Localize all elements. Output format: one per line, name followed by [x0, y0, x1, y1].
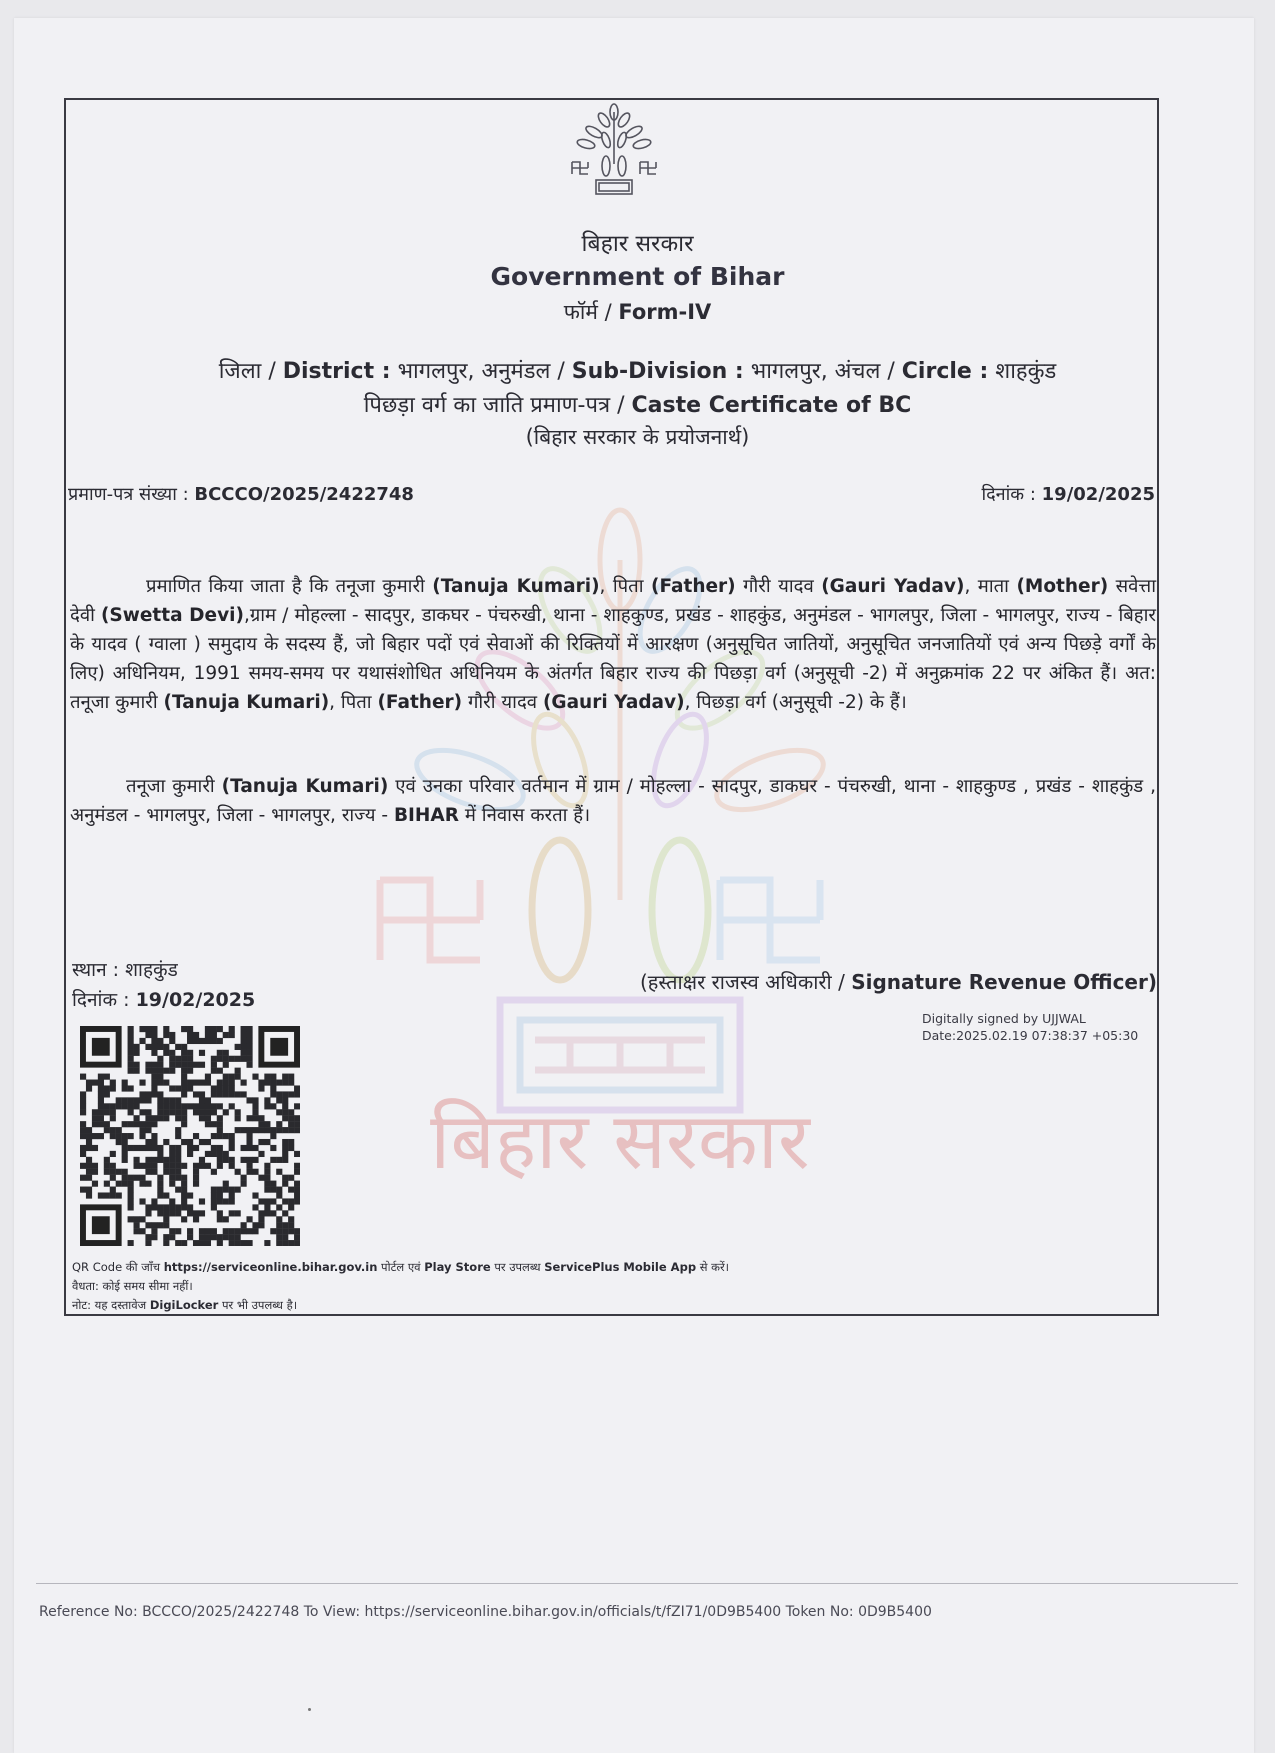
text-run: गौरी यादव — [735, 576, 822, 597]
district-value: भागलपुर, अनुमंडल / — [390, 359, 572, 384]
certificate-number-value: BCCCO/2025/2422748 — [194, 484, 414, 505]
certificate-purpose: (बिहार सरकार के प्रयोजनार्थ) — [525, 425, 750, 449]
certificate-body-paragraph-2 — [70, 772, 1156, 830]
district-prefix: जिला / — [218, 359, 283, 384]
digital-signature-signer: Digitally signed by UJJWAL — [922, 1011, 1086, 1026]
text-run: पर भी उपलब्ध है। — [218, 1298, 298, 1312]
text-run: गौरी यादव — [462, 692, 543, 713]
text-run: QR Code की जाँच — [72, 1260, 164, 1274]
issue-date-value: 19/02/2025 — [1041, 484, 1155, 505]
text-run: Play Store — [424, 1260, 491, 1274]
text-run: (Mother) — [1016, 576, 1109, 597]
footer-divider — [36, 1583, 1238, 1584]
text-run: पर उपलब्ध — [490, 1260, 545, 1274]
signature-officer — [640, 968, 1157, 995]
digilocker-note — [72, 1296, 729, 1315]
verification-link: https://serviceonline.bihar.gov.in — [163, 1260, 378, 1274]
bihar-emblem-icon — [564, 102, 664, 198]
text-run: प्रमाणित किया जाता है कि तनूजा कुमारी — [146, 576, 433, 597]
text-run: (Tanuja Kumari) — [163, 692, 330, 713]
text-run: , माता — [964, 576, 1017, 597]
certificate-title-english: Caste Certificate of BC — [631, 393, 912, 418]
verification-notes — [72, 1258, 729, 1315]
circle-label: Circle : — [901, 359, 989, 384]
text-run: (Father) — [650, 576, 736, 597]
qr-code-icon[interactable] — [80, 1026, 300, 1246]
signature-date-value: 19/02/2025 — [135, 989, 256, 1011]
text-run: से करें। — [696, 1260, 730, 1274]
text-run: (Gauri Yadav) — [542, 692, 685, 713]
text-run: नोट: यह दस्तावेज — [72, 1298, 150, 1312]
circle-value: शाहकुंड — [988, 359, 1057, 384]
text-run: ServicePlus Mobile App — [544, 1260, 697, 1274]
header-govt-english: Government of Bihar — [490, 262, 785, 291]
text-run: सवेत्ता देवी — [70, 576, 1157, 626]
signature-date — [72, 986, 255, 1012]
certificate-body-paragraph-1 — [70, 572, 1156, 717]
place-label: स्थान : — [72, 959, 126, 981]
text-run: ,ग्राम / मोहल्ला - सादपुर, डाकघर - पंचरुखी, थाना - शाहकुण्ड, प्रखंड - शाहकुंड, अनुमंडल - भागलपुर, जिला - भागलपुर, राज्य - बिहार के यादव ( ग्वाला ) समुदाय के सदस्य हैं, जो बिहार पदों एवं सेवाओं की रिक्तियों में आरक्षण (अनुसूचित जातियों, अनुसूचित जनजातियों एवं अन्य पिछड़े वर्गों के लिए) अधिनियम, 1991 समय-समय पर यथासंशोधित अधिनियम के अंतर्गत बिहार राज्य की पिछड़ा वर्ग (अनुसूची -2) में अनुक्रमांक 22 पर अंकित हैं। अत: तनूजा कुमारी — [70, 605, 1156, 713]
form-label: Form-IV — [618, 300, 712, 324]
digital-signature-stamp — [922, 1010, 1138, 1044]
reference-footer: Reference No: BCCCO/2025/2422748 To View: https://serviceonline.bihar.gov.in/officials/t/fZI71/0D9B5400 Token No: 0D9B5400 — [39, 1604, 932, 1620]
header-govt-hindi: बिहार सरकार — [581, 231, 694, 257]
district-label: District : — [282, 359, 391, 384]
text-run: , पिता — [329, 692, 378, 713]
issue-date — [981, 482, 1155, 506]
scan-speck — [308, 1708, 311, 1711]
text-run: , पिता — [599, 576, 651, 597]
place-of-issue — [72, 956, 178, 982]
certificate-title-hindi: पिछड़ा वर्ग का जाति प्रमाण-पत्र / — [363, 393, 632, 418]
text-run: , पिछड़ा वर्ग (अनुसूची -2) के हैं। — [684, 692, 907, 713]
signature-english: Signature Revenue Officer) — [851, 970, 1157, 994]
signature-date-label: दिनांक : — [72, 989, 136, 1011]
text-run: BIHAR — [393, 805, 459, 826]
text-run: (Tanuja Kumari) — [432, 576, 600, 597]
text-run: (Gauri Yadav) — [821, 576, 965, 597]
text-run: (Father) — [377, 692, 463, 713]
qr-verification-note — [72, 1258, 729, 1277]
signature-hindi: (हस्ताक्षर राजस्व अधिकारी / — [639, 970, 852, 994]
text-run: (Tanuja Kumari) — [221, 776, 389, 797]
digital-signature-date: Date:2025.02.19 07:38:37 +05:30 — [922, 1028, 1139, 1043]
watermark-text: बिहार सरकार — [430, 1097, 810, 1180]
form-prefix: फॉर्म / — [563, 300, 619, 324]
text-run: DigiLocker — [149, 1298, 219, 1312]
text-run: में निवास करता हैं। — [458, 805, 591, 826]
form-number — [0, 298, 1275, 326]
subdivision-value: भागलपुर, अंचल / — [743, 359, 902, 384]
jurisdiction-line — [0, 355, 1275, 385]
place-value: शाहकुंड — [125, 959, 178, 981]
certificate-number-label: प्रमाण-पत्र संख्या : — [68, 484, 195, 505]
certificate-number — [68, 482, 414, 506]
issue-date-label: दिनांक : — [981, 484, 1042, 505]
validity-note: वैधता: कोई समय सीमा नहीं। — [72, 1279, 193, 1293]
text-run: तनूजा कुमारी — [126, 776, 222, 797]
text-run: पोर्टल एवं — [377, 1260, 425, 1274]
subdivision-label: Sub-Division : — [571, 359, 744, 384]
certificate-title — [0, 389, 1275, 419]
text-run: (Swetta Devi) — [100, 605, 244, 626]
text-run: एवं उनका परिवार वर्तमान में ग्राम / मोहल्ला - सादपुर, डाकघर - पंचरुखी, थाना - शाहकुण्ड , प्रखंड - शाहकुंड , अनुमंडल - भागलपुर, जिला - भागलपुर, राज्य - — [70, 776, 1156, 826]
